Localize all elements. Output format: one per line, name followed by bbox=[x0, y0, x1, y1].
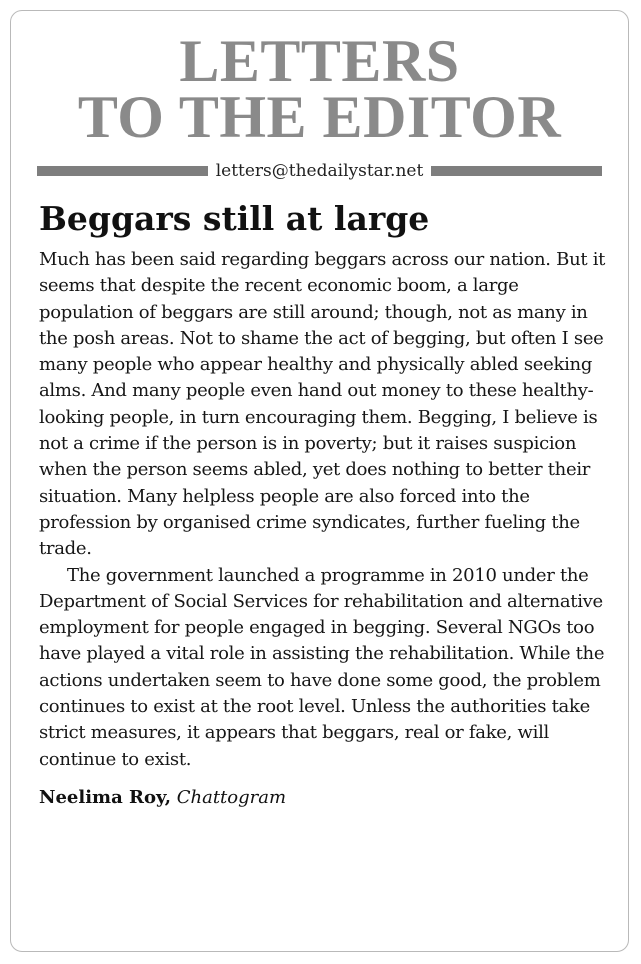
letter-paragraph-2: The government launched a programme in 2010 under the Department of Social Services for rehabilitation and alternative employment for people engaged in begging. Several NGOs too have played a vital role in assisting the rehabilitation. While the actions undertaken seem to have done some good, the problem continues to exist at the root level. Unless the authorities take strict measures, it appears that beggars, real or fake, will continue to exist. bbox=[39, 564, 605, 770]
editor-email: letters@thedailystar.net bbox=[215, 161, 424, 181]
letter-signature bbox=[39, 787, 628, 808]
masthead-line-1: LETTERS bbox=[179, 28, 460, 94]
letter-paragraph-1: Much has been said regarding beggars across our nation. But it seems that despite the recent economic boom, a large population of beggars are still around; though, not as many in the posh areas. Not to shame the act of begging, but often I see many people who appear healthy and physically abled seeking alms. And many people even hand out money to these healthy-looking people, in turn encouraging them. Begging, I believe is not a crime if the person is in poverty; but it raises suspicion when the person seems abled, yet does nothing to better their situation. Many helpless people are also forced into the profession by organised crime syndicates, further fueling the trade. bbox=[39, 249, 606, 560]
author-location: Chattogram bbox=[176, 786, 287, 808]
letter-title: Beggars still at large bbox=[39, 199, 430, 238]
masthead-line-2: TO THE EDITOR bbox=[77, 84, 562, 150]
author-name: Neelima Roy, bbox=[39, 786, 171, 808]
left-rule bbox=[37, 166, 208, 176]
right-rule bbox=[431, 166, 602, 176]
email-row bbox=[37, 159, 602, 183]
letter-body bbox=[39, 247, 614, 773]
section-masthead bbox=[11, 28, 628, 150]
letter-card bbox=[10, 10, 629, 952]
